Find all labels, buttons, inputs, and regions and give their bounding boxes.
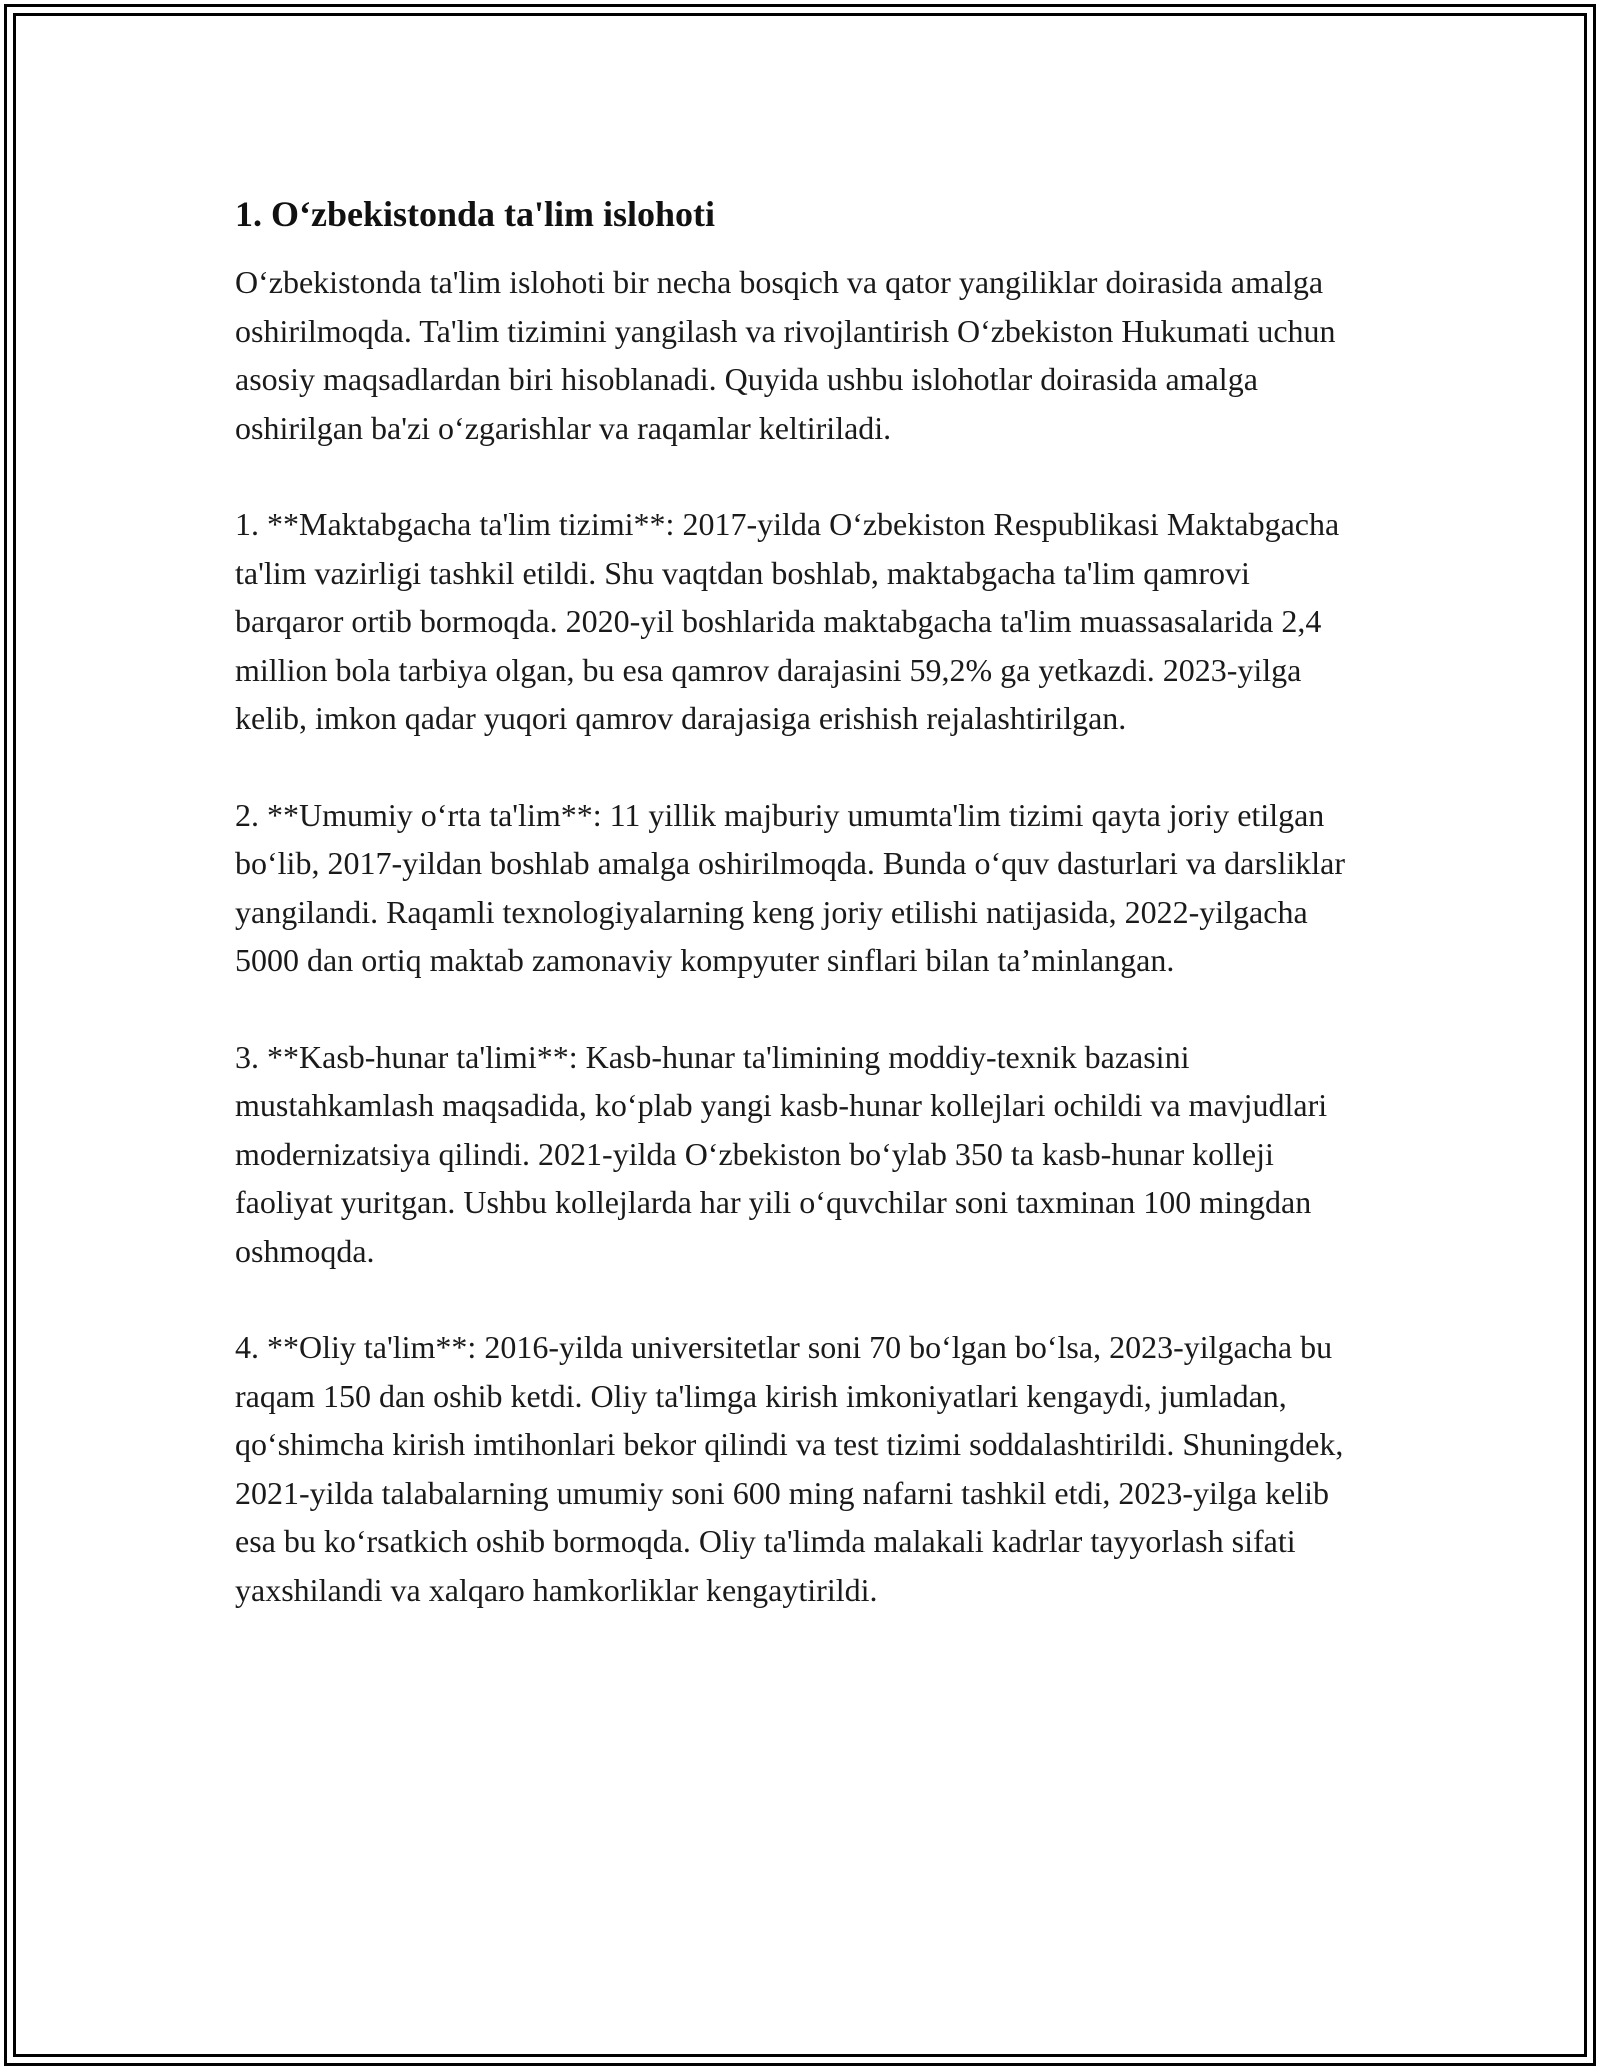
paragraph-vocational-education: 3. **Kasb-hunar ta'limi**: Kasb-hunar ta'limining moddiy-texnik bazasini mustahkamlash maqsadida, ko‘plab yangi kasb-hunar kollejlari ochildi va mavjudlari modernizatsiya qilindi. 2021-yilda O‘zbekiston bo‘ylab 350 ta kasb-hunar kolleji faoliyat yuritgan. Ushbu kollejlarda har yili o‘quvchilar soni taxminan 100 mingdan oshmoqda. (235, 1038, 1328, 1269)
document-body (235, 186, 1365, 1662)
paragraph-preschool-education: 1. **Maktabgacha ta'lim tizimi**: 2017-yilda O‘zbekiston Respublikasi Maktabgacha ta'lim vazirligi tashkil etildi. Shu vaqtdan boshlab, maktabgacha ta'lim qamrovi barqaror ortib bormoqda. 2020-yil boshlarida maktabgacha ta'lim muassasalarida 2,4 million bola tarbiya olgan, bu esa qamrov darajasini 59,2% ga yetkazdi. 2023-yilga kelib, imkon qadar yuqori qamrov darajasiga erishish rejalashtirilgan. (235, 506, 1340, 736)
intro-paragraph: O‘zbekistonda ta'lim islohoti bir necha bosqich va qator yangiliklar doirasida amalga oshirilmoqda. Ta'lim tizimini yangilash va rivojlantirish O‘zbekiston Hukumati uchun asosiy maqsadlardan biri hisoblanadi. Quyida ushbu islohotlar doirasida amalga oshirilgan ba'zi o‘zgarishlar va raqamlar keltiriladi. (235, 264, 1336, 446)
section-heading: 1. O‘zbekistonda ta'lim islohoti (235, 194, 716, 234)
paragraph-higher-education: 4. **Oliy ta'lim**: 2016-yilda universitetlar soni 70 bo‘lgan bo‘lsa, 2023-yilgacha bu raqam 150 dan oshib ketdi. Oliy ta'limga kirish imkoniyatlari kengaydi, jumladan, qo‘shimcha kirish imtihonlari bekor qilindi va test tizimi soddalashtirildi. Shuningdek, 2021-yilda talabalarning umumiy soni 600 ming nafarni tashkil etdi, 2023-yilga kelib esa bu ko‘rsatkich oshib bormoqda. Oliy ta'limda malakali kadrlar tayyorlash sifati yaxshilandi va xalqaro hamkorliklar kengaytirildi. (235, 1329, 1344, 1608)
paragraph-general-secondary-education: 2. **Umumiy o‘rta ta'lim**: 11 yillik majburiy umumta'lim tizimi qayta joriy etilgan bo‘lib, 2017-yildan boshlab amalga oshirilmoqda. Bunda o‘quv dasturlari va darsliklar yangilandi. Raqamli texnologiyalarning keng joriy etilishi natijasida, 2022-yilgacha 5000 dan ortiq maktab zamonaviy kompyuter sinflari bilan ta’minlangan. (235, 796, 1345, 978)
